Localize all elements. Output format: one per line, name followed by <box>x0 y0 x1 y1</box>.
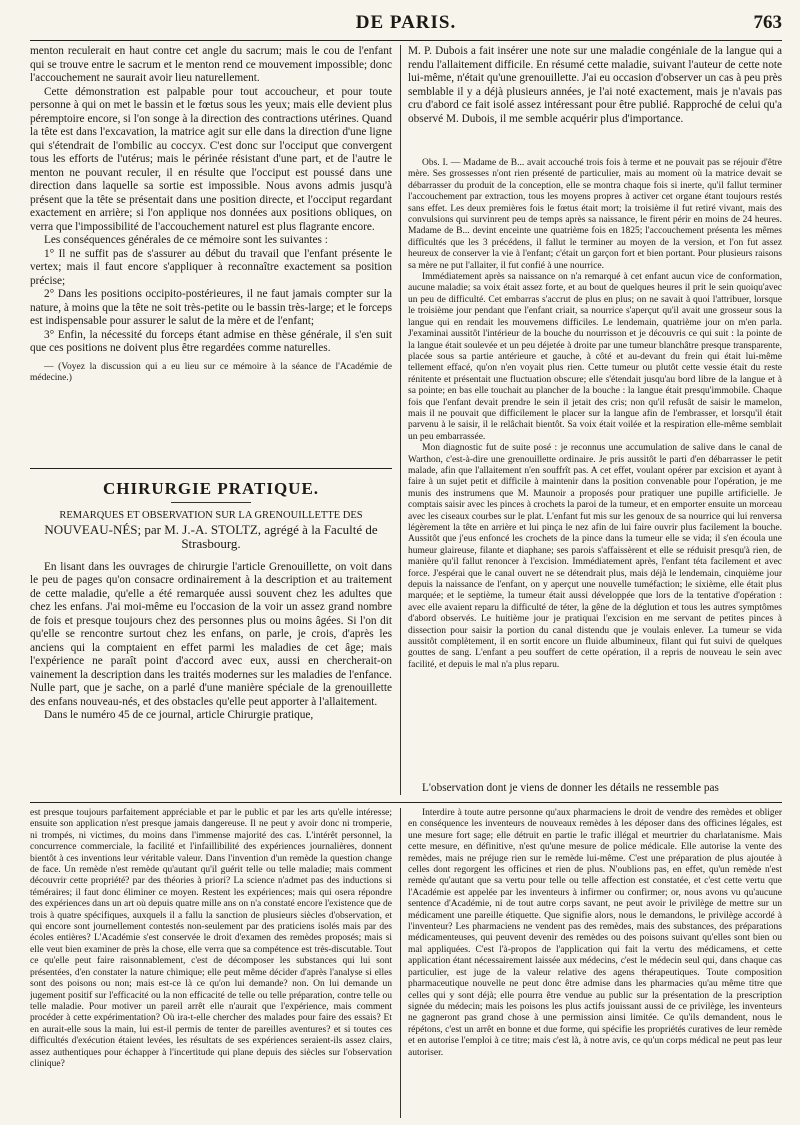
right-column-top <box>408 45 782 155</box>
divider <box>171 502 251 503</box>
paragraph: Immédiatement après sa naissance on n'a remarqué à cet enfant aucun vice de conformation, aucune maladie; sa voix était assez forte, et au bout de quelques heures il prit le sein quoiqu'avec un peu de difficulté. Cet embarras s'accrut de plus en plus; on ne savait à quoi l'attribuer, lorsque le troisième jour pendant que l'enfant criait, sa nourrice s'aperçut qu'il avait une grosseur sous la langue qui en rendait les mouvemens difficiles. Le lendemain, quatrième jour on m'en parla. J'examinai aussitôt l'intérieur de la bouche du nourrisson et je découvris ce qui suit : la pointe de la langue était soulevée et un peu déjetée à droite par une tumeur blanchâtre presque transparente, placée sous sa partie antérieure et gauche, à côté et au-devant du frein qui était lui-même tellement effacé, qu'on n'en voyait plus rien. Cette tumeur ou plutôt cette vessie était du reste rénitente et présentait une fluctuation obscure; elle s'étendait jusqu'au bord libre de la langue et à sa pointe; en bas elle touchait au plancher de la bouche : la langue était presqu'immobile. Chaque fois que l'enfant devait prendre le sein il jetait des cris; non qu'il refusât de saisir le mamelon, mais il ne pouvait que difficilement le placer sur la langue afin de l'embrasser, et lorsqu'il était parvenu à le saisir, il le relâchait bientôt. Sa voix était voilée et la respiration elle-même semblait un peu embarrassée. <box>408 272 782 442</box>
paragraph: Dans le numéro 45 de ce journal, article Chirurgie pratique, <box>44 709 314 721</box>
article-title-line1: REMARQUES ET OBSERVATION SUR LA GRENOUILLETTE DES <box>59 509 363 521</box>
paragraph: Obs. I. — Madame de B... avait accouché trois fois à terme et ne pouvait pas se réjouir d'être mère. Ses grossesses n'ont rien présenté de particulier, mais au moment où la matrice devait se débarrasser du produit de la conception, elle se montra chaque fois si inerte, qu'il fallut terminer l'accouchement par extraction, tous les moyens propres à activer cet organe étant toujours restés sans effet. Les deux premières fois le fœtus était mort; la troisième il fut retiré vivant, mais des convulsions qui survinrent peu de temps après sa naissance, le firent périr en moins de 24 heures. Madame de B... devint enceinte une quatrième fois en 1825; l'accouchement présenta les mêmes difficultés que les 3 précédens, il fallut le terminer au moyen de la version, et l'on fut assez heureux de conserver la vie à l'enfant; c'était un garçon fort et bien portant. Pour plusieurs raisons sa mère ne put l'allaiter, il fut confié à une nourrice. <box>408 158 782 271</box>
header-rule <box>30 40 782 41</box>
page-number: 763 <box>753 12 782 33</box>
paragraph: En lisant dans les ouvrages de chirurgie l'article Grenouillette, on voit dans le peu de pages qu'on consacre ordinairement à la description et au traitement de cette maladie, qu'elle a été remarquée aussi souvent chez les adultes que chez les enfans. J'ai moi-même eu l'occasion de la voir un assez grand nombre de fois et presque toujours chez des personnes plus ou moins âgées. Si l'on dit qu'elle se rencontre surtout chez les enfans, on parle, je crois, d'après les anciens qui la comptaient en effet parmi les maladies de cet âge; mais l'expérience ne paraît point d'accord avec eux, aussi en chercherait-on vainement la description dans les traités modernes sur les maladies de l'enfance. Nulle part, que je sache, on a parlé d'une manière spéciale de la grenouillette des enfans nouveau-nés, et des obstacles qu'elle peut apporter à l'allaitement. <box>30 560 392 708</box>
bottom-column-separator <box>400 808 401 1118</box>
paragraph: L'observation dont je viens de donner les détails ne ressemble pas <box>422 782 719 794</box>
footnote: — (Voyez la discussion qui a eu lieu sur ce mémoire à la séance de l'Académie de médecine.) <box>30 361 392 383</box>
observation-block <box>408 158 782 778</box>
paragraph: M. P. Dubois a fait insérer une note sur une maladie congéniale de la langue qui a rendu l'allaitement difficile. En résumé cette maladie, suivant l'auteur de cette note lui-même, n'était qu'une grenouillette. J'ai eu occasion d'observer un cas à peu près semblable il y a déjà plusieurs années, je l'ai noté exactement, mais je n'avais pas cru d'abord ce fait isolé assez intéressant pour être publié. Rapproché de celui qu'a observé M. Dubois, il me semble acquérir plus d'importance. <box>408 45 782 125</box>
journal-title: DE PARIS. <box>355 12 457 33</box>
paragraph: est presque toujours parfaitement appréciable et par le public et par les arts qu'elle intéresse; ensuite son application n'est presque jamais dangereuse. Il ne peut y avoir donc ni tromperie, ni trompés, ni victimes, du moins dans l'immense majorité des cas. L'intérêt personnel, la concurrence commerciale, la facilité et l'infaillibilité des expériences journalières, donnent bientôt à ces inventions leur véritable valeur. Dans l'invention d'un remède la question change de face. Un remède n'est remède qu'autant qu'il guérit telle ou telle maladie; mais comment découvrir cette propriété? par des théories à priori? La science n'admet pas des inductions si téméraires; il faut donc éliminer ce moyen. Restent les expériences; mais qui osera répondre des expériences dans un art où depuis quatre mille ans on n'a constaté encore l'existence que de trois à quatre spécifiques, auxquels il a fallu la sanction de plusieurs siècles d'observation, et qui encore sont journellement contestés non-seulement par des praticiens isolés mais par des écoles entières? L'Académie s'est conservée le droit d'examen des remèdes proposés; mais si elle veut bien examiner de près la chose, elle verra que sa compétence est très-discutable. Tout ce qu'elle peut faire raisonnablement, c'est de décomposer les substances qui lui sont présentées, d'en constater la nature chimique; elle peut même décider d'après l'analyse si elles sont des poisons ou non; mais est-ce là ce qu'on lui demande? non. On lui demande un jugement positif sur l'efficacité ou la non efficacité de telle ou telle préparation, contre telle ou telle maladie. Pour motiver un pareil arrêt elle n'aurait que l'expérience, mais comment procéder à cette expérimentation? Où ira-t-elle chercher des malades pour faire des essais? Et en aurait-elle sous la main, lui est-il permis de tenter de pareilles aventures? et si toutes ces difficultés d'exécution étaient levées, les résultats de ses expériences seraient-ils assez clairs, assez authentiques pour échapper à l'incertitude qui plane depuis des siècles sur l'observation clinique? <box>30 808 392 1069</box>
feuilleton-rule <box>30 802 782 803</box>
section-rule <box>30 468 392 469</box>
bottom-right-column <box>408 808 782 1118</box>
paragraph: Cette démonstration est palpable pour tout accoucheur, et pour toute personne à qui on met le bassin et le fœtus sous les yeux; mais elle devient plus péremptoire encore, si l'on songe à la direction des contractions utérines. Quand la tête est dans l'excavation, la matrice agit sur elle dans la direction d'une ligne qui s'étendrait de l'ombilic au coccyx. C'est donc sur l'occiput que convergent tous les efforts de l'utérus; mais le périnée résistant d'une part, et de l'autre le menton ne pouvant reculer, il en résulte que l'occiput est poussé dans une direction dans laquelle sa sortie est impossible. Nous avons admis jusqu'à présent que la tête se présentait dans une position directe, et l'occiput regardant exactement en arrière; si l'on applique nos données aux positions obliques, on verra que l'impossibilité de l'accouchement naturel est plus flagrante encore. <box>30 85 392 233</box>
article-title <box>30 509 392 551</box>
left-column-top <box>30 45 392 460</box>
paragraph: 1° Il ne suffit pas de s'assurer au début du travail que l'enfant présente le vertex; mais il faut encore s'appliquer à reconnaître exactement sa position précise; <box>30 247 392 287</box>
right-column-bottom <box>408 782 782 797</box>
left-column-bottom <box>30 474 392 794</box>
paragraph: 3° Enfin, la nécessité du forceps étant admise en thèse générale, il s'en suit que ces positions ne doivent plus être regardées comme naturelles. <box>30 328 392 354</box>
paragraph: Les conséquences générales de ce mémoire sont les suivantes : <box>44 234 328 246</box>
paragraph: Mon diagnostic fut de suite posé : je reconnus une accumulation de salive dans le canal de Warthon, c'est-à-dire une grenouillette ordinaire. Je pris aussitôt le parti d'en débarrasser le petit malade, afin que l'allaitement n'en souffrît pas. A cet effet, voulant opérer par excision et ayant à faire à un sujet petit et difficile à maintenir dans la position convenable pour l'opération, je me munis des instrumens que M. Maunoir a proposés pour pratiquer une pupille artificielle. Je comptais saisir avec les pinces à crochets la paroi de la tumeur, et en emporter ensuite un morceau avec les ciseaux courbes sur le plat. L'enfant fut mis sur les genoux de sa nourrice qui lui renversa légèrement la tête en arrière et lui pinça le nez afin de lui faire ouvrir plus facilement la bouche. Aussitôt que j'eus enfoncé les crochets de la pince dans la tumeur elle se vida; il s'en écoula une humeur glaireuse, filante et diaphane; ses parois s'affaissèrent et elle se réduisit presqu'à rien, de manière qu'il fallut renoncer à l'excision. Immédiatement après, l'enfant téta facilement et avec force. J'espérai que le canal ouvert ne se détendrait plus, mais déjà le lendemain, cinquième jour depuis la naissance de l'enfant, on y aperçut une nouvelle tuméfaction; le sixième, elle était plus marquée; et le septième, la tumeur était aussi développée que lors de la tentative d'opération : avec elle avaient reparu la difficulté de téter, la gêne de la déglution et tous les autres symptômes d'abord observés. Le huitième jour je pratiquai l'excision en me servant de petites pinces à dissection pour saisir la portion du canal distendu que je voulais enlever. La tumeur se vida aussitôt complètement, il en sortit encore un fluide albumineux, filant qui fut suivi de quelques gouttes de sang. L'enfant a peu souffert de cette opération, il a repris de nouveau le sein avec facilité, et depuis le mal n'a plus reparu. <box>408 443 782 670</box>
column-separator <box>400 45 401 795</box>
section-title: CHIRURGIE PRATIQUE. <box>102 479 320 498</box>
bottom-left-column <box>30 808 392 1118</box>
paragraph: Interdire à toute autre personne qu'aux pharmaciens le droit de vendre des remèdes et obliger en conséquence les inventeurs de nouveaux remèdes à les déposer dans des officines légales, est une mesure fort sage; elle détruit en partie le trafic illégal et meurtrier du charlatanisme. Mais cette mesure, en définitive, n'est qu'une mesure de police médicale. Elle autorise la vente des remèdes, mais ne préjuge rien sur le remède lui-même. C'est une préparation de plus ajoutée à celles dont regorgent les officines et rien de plus. N'oublions pas, en effet, qu'un remède n'est remède qu'autant que sa vertu pour telle ou telle affection est constatée, et c'est cette vertu que l'Académie est appelée par les inventeurs à infirmer ou confirmer; or, nous avons vu qu'aucune sentence d'Académie, ni de tout autre corps savant, ne peut avoir le privilège de mettre sur un médicament une pareille étiquette. Que signifie alors, nous le demandons, le privilège accordé à l'inventeur? Les pharmaciens ne vendent pas des remèdes, mais des substances, des préparations médicamenteuses, qui peuvent devenir des remèdes ou des poisons suivant qu'elles sont bien ou mal appliquées. C'est l'à-propos de l'application qui fait la vertu des médicamens, et cette application étant nécessairement laissée aux médecins, c'est le médecin seul qui, dans chaque cas particulier, est juge de la valeur relative des agens thérapeutiques. Toute composition pharmaceutique nouvelle ne peut donc être admise dans les pharmacies qu'au même titre que celles qui y sont déjà; elle pourra être vendue au public sur la présentation de la prescription signée du médecin; mais les poisons les plus actifs jouissant aussi de ce privilège, les inventeurs ne gagneront pas grand chose à une permission ainsi limitée. Ce qu'ils demandent, nous le répétons, c'est un arrêt en bonne et due forme, qui spécifie les propriétés curatives de leur remède et en autorise l'emploi à ce titre; mais c'est là, à notre avis, ce qu'un corps médical ne peut pas leur autoriser. <box>408 808 782 1058</box>
paragraph: 2° Dans les positions occipito-postérieures, il ne faut jamais compter sur la nature, à moins que la tête ne soit très-petite ou le bassin très-large; et le forceps est indispensable pour assurer le salut de la mère et de l'enfant; <box>30 288 392 327</box>
article-title-line2: NOUVEAU-NÉS; par M. J.-A. STOLTZ, agrégé à la Faculté de Strasbourg. <box>44 521 378 551</box>
page-header <box>30 10 782 36</box>
paragraph: menton reculerait en haut contre cet angle du sacrum; mais le cou de l'enfant qui se trouve entre le sacrum et le menton rend ce mouvement impossible; donc l'accouchement ne saurait avoir lieu naturellement. <box>30 45 392 84</box>
